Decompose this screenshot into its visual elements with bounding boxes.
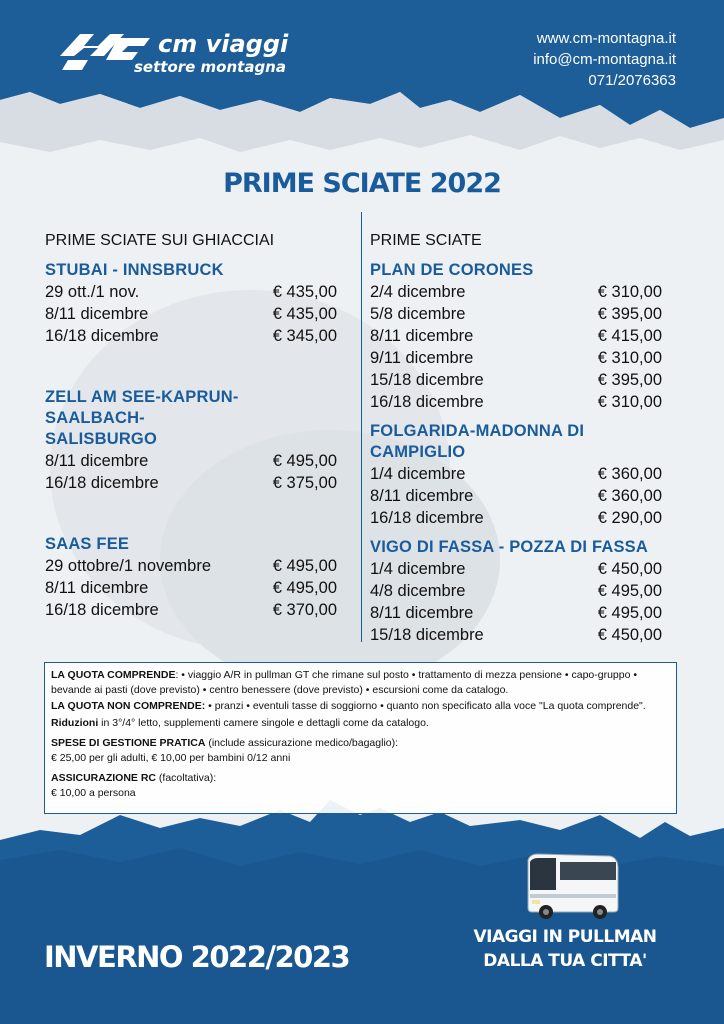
first-ski-column <box>370 232 662 646</box>
cm-viaggi-logo <box>58 26 308 78</box>
price-row <box>370 624 662 646</box>
row-price: € 495,00 <box>272 557 337 575</box>
price-row <box>45 577 337 599</box>
group-vigo-di-fassa <box>370 537 662 646</box>
row-price: € 395,00 <box>597 305 662 323</box>
price-row <box>370 391 662 413</box>
price-row <box>45 325 337 347</box>
price-row <box>45 555 337 577</box>
group-saas-fee <box>45 534 337 621</box>
fees-text: € 25,00 per gli adulti, € 10,00 per bambini 0/12 anni <box>51 751 291 764</box>
includes-note <box>51 668 670 697</box>
price-row <box>370 347 662 369</box>
group-title: PLAN DE CORONES <box>370 261 534 279</box>
logo-main-text: cm viaggi <box>158 30 289 58</box>
row-date: 16/18 dicembre <box>45 327 159 345</box>
row-date: 8/11 dicembre <box>370 327 474 345</box>
group-plan-de-corones <box>370 260 662 413</box>
row-date: 8/11 dicembre <box>45 579 149 597</box>
row-date: 8/11 dicembre <box>370 487 474 505</box>
column-divider <box>361 212 362 642</box>
insurance-text: € 10,00 a persona <box>51 786 136 799</box>
tagline <box>455 925 675 973</box>
row-price: € 395,00 <box>597 371 662 389</box>
fees-label: SPESE DI GESTIONE PRATICA <box>51 737 206 749</box>
price-row <box>45 599 337 621</box>
group-title: STUBAI - INNSBRUCK <box>45 261 224 279</box>
row-date: 1/4 dicembre <box>370 560 466 578</box>
row-price: € 450,00 <box>597 560 662 578</box>
email-link[interactable]: info@cm-montagna.it <box>533 51 676 68</box>
group-folgarida <box>370 421 662 529</box>
row-date: 8/11 dicembre <box>45 452 149 470</box>
group-title-line2: SALISBURGO <box>45 430 158 448</box>
row-date: 1/4 dicembre <box>370 465 466 483</box>
website-link[interactable]: www.cm-montagna.it <box>536 30 676 47</box>
group-zell-am-see <box>45 387 337 494</box>
fees-subnote: (include assicurazione medico/bagaglio): <box>205 737 399 749</box>
price-row <box>45 303 337 325</box>
row-date: 8/11 dicembre <box>370 604 474 622</box>
price-row <box>45 450 337 472</box>
row-date: 16/18 dicembre <box>370 393 484 411</box>
first-ski-heading: PRIME SCIATE <box>370 232 482 249</box>
reductions-note <box>51 716 670 731</box>
row-price: € 360,00 <box>597 487 662 505</box>
tagline-line1: VIAGGI IN PULLMAN <box>473 927 657 947</box>
price-row <box>370 325 662 347</box>
row-price: € 375,00 <box>272 474 337 492</box>
price-row <box>370 602 662 624</box>
price-row <box>370 303 662 325</box>
row-price: € 495,00 <box>597 604 662 622</box>
group-stubai <box>45 260 337 347</box>
price-row <box>45 472 337 494</box>
notes-box <box>44 662 677 814</box>
row-price: € 310,00 <box>597 349 662 367</box>
row-date: 2/4 dicembre <box>370 283 466 301</box>
price-row <box>45 281 337 303</box>
reductions-label: Riduzioni <box>51 716 99 729</box>
insurance-subnote: (facoltativa): <box>156 772 217 784</box>
row-price: € 310,00 <box>597 393 662 411</box>
excludes-label: LA QUOTA NON COMPRENDE: <box>51 700 206 712</box>
row-date: 8/11 dicembre <box>45 305 149 323</box>
price-row <box>370 463 662 485</box>
row-date: 16/18 dicembre <box>45 474 159 492</box>
glacier-column <box>45 232 337 621</box>
row-date: 29 ottobre/1 novembre <box>45 557 212 575</box>
row-price: € 290,00 <box>597 509 662 527</box>
row-price: € 495,00 <box>272 452 337 470</box>
contact-info <box>533 28 676 91</box>
page-title: PRIME SCIATE 2022 <box>223 168 501 199</box>
row-date: 29 ott./1 nov. <box>45 283 140 301</box>
group-title: FOLGARIDA-MADONNA DI CAMPIGLIO <box>370 422 585 461</box>
phone-number[interactable]: 071/2076363 <box>588 72 676 89</box>
price-row <box>370 281 662 303</box>
season-label: INVERNO 2022/2023 <box>44 940 350 974</box>
insurance-label: ASSICURAZIONE RC <box>51 772 157 784</box>
group-title: VIGO DI FASSA - POZZA DI FASSA <box>370 538 648 556</box>
group-title: ZELL AM SEE-KAPRUN-SAALBACH- <box>45 388 239 427</box>
row-date: 9/11 dicembre <box>370 349 474 367</box>
group-title: SAAS FEE <box>45 535 130 553</box>
price-row <box>370 507 662 529</box>
price-row <box>370 580 662 602</box>
row-price: € 415,00 <box>597 327 662 345</box>
excludes-note <box>51 699 670 714</box>
row-date: 4/8 dicembre <box>370 582 466 600</box>
includes-text: : • viaggio A/R in pullman GT che rimane sul posto • trattamento di mezza pensione • capo-gruppo • bevande ai pasti (dove previsto) • centro benessere (dove previsto) • escursioni come da catalogo. <box>51 669 638 696</box>
row-price: € 450,00 <box>597 626 662 644</box>
logo-sub-text: settore montagna <box>134 58 286 76</box>
row-price: € 495,00 <box>272 579 337 597</box>
price-row <box>370 485 662 507</box>
price-row <box>370 558 662 580</box>
row-price: € 370,00 <box>272 601 337 619</box>
row-price: € 495,00 <box>597 582 662 600</box>
fees-note <box>51 736 670 765</box>
glacier-heading: PRIME SCIATE SUI GHIACCIAI <box>45 232 275 249</box>
row-price: € 360,00 <box>597 465 662 483</box>
row-price: € 345,00 <box>272 327 337 345</box>
row-date: 15/18 dicembre <box>370 371 484 389</box>
row-date: 16/18 dicembre <box>370 509 484 527</box>
row-price: € 310,00 <box>597 283 662 301</box>
excludes-text: • pranzi • eventuli tasse di soggiorno • quanto non specificato alla voce "La quota comprende". <box>205 700 646 712</box>
row-price: € 435,00 <box>272 283 337 301</box>
insurance-note <box>51 771 670 800</box>
bus-icon <box>522 850 622 920</box>
row-price: € 435,00 <box>272 305 337 323</box>
row-date: 16/18 dicembre <box>45 601 159 619</box>
includes-label: LA QUOTA COMPRENDE <box>51 669 176 681</box>
row-date: 5/8 dicembre <box>370 305 466 323</box>
tagline-line2: DALLA TUA CITTA' <box>483 951 647 971</box>
row-date: 15/18 dicembre <box>370 626 484 644</box>
price-row <box>370 369 662 391</box>
reductions-text: in 3°/4° letto, supplementi camere singole e dettagli come da catalogo. <box>98 716 429 729</box>
